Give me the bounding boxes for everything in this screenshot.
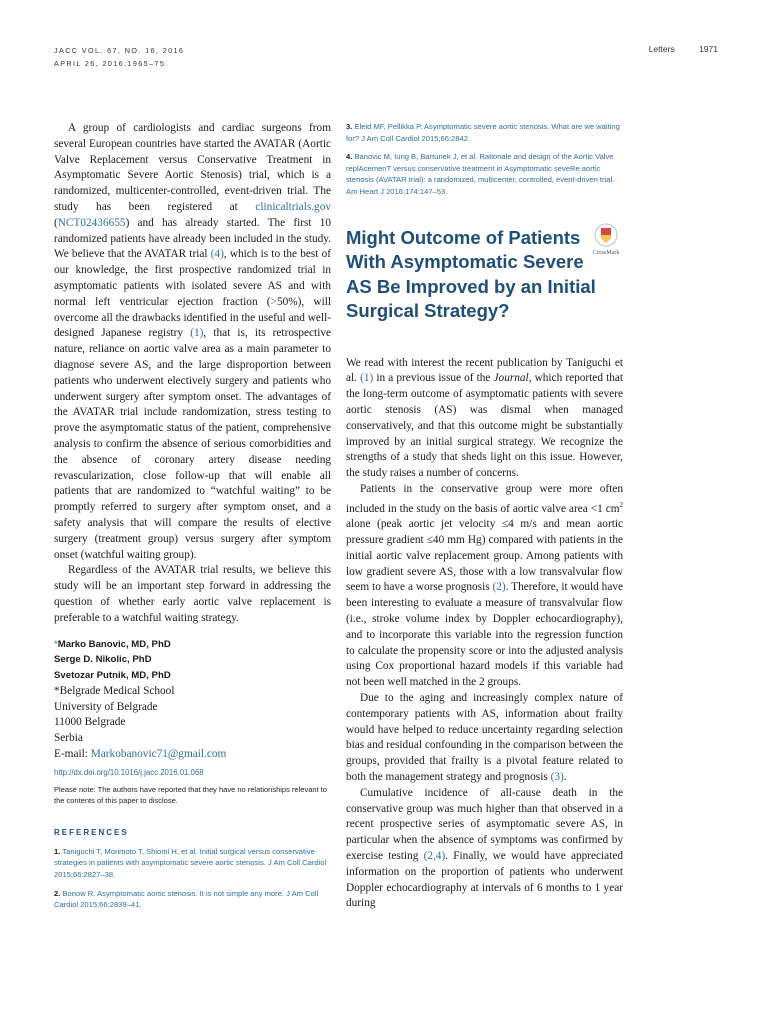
letter2-paragraph-4: Cumulative incidence of all-cause death in the conservative group was much higher than that observed in a recent prospective series of asymptomatic severe AS, in particular when the absence of symptoms was confirmed by exercise testing (2,4). Finally, we would have appreciated information on the proportion of patients who underwent Doppler echocardiography at intervals of 6 months to 1 year during xyxy=(346,786,624,910)
disclosure-note: Please note: The authors have reported that they have no relationships relevant to the contents of this paper to disclose. xyxy=(54,784,327,805)
reference-3[interactable]: 3. Eleid MF, Pellikka P. Asymptomatic severe aortic stenosis. What are we waiting for? J Am Coll Cardiol 2015;66:2842. xyxy=(346,122,620,143)
author-list xyxy=(54,637,331,684)
letter2-paragraph-1: We read with interest the recent publication by Taniguchi et al. (1) in a previous issue of the Journal, which reported that the long-term outcome of asymptomatic patients with severe aortic stenosis (AS) was dismal when managed conservatively, and that this outcome might be substantially improved by an initial surgical strategy. We recognize the strengths of a study that sheds light on this issue. However, the study raises a number of concerns. xyxy=(346,356,624,480)
references-heading: REFERENCES xyxy=(54,827,129,837)
author-1: *Marko Banovic, MD, PhD xyxy=(54,638,171,650)
clinicaltrials-link[interactable]: clinicaltrials.gov xyxy=(255,200,331,213)
citation-1[interactable]: (1) xyxy=(190,327,204,340)
letter-paragraph-1: A group of cardiologists and cardiac surgeons from several European countries have started the AVATAR (Aortic Valve Replacement versus Conservative Treatment in Asymptomatic Severe Aortic Stenosis) trial, which is a randomized, multicenter-controlled, event-driven trial. The study has been registered at clinicaltrials.gov (NCT02436655) and has already started. The first 10 randomized patients have already been included in the study. We believe that the AVATAR trial (4), which is to the best of our knowledge, the first prospective randomized trial in asymptomatic patients with isolated severe AS and with normal left ventricular ejection fraction (>50%), will overcome all the drawbacks identified in the useful and well-designed Japanese registry (1), that is, its retrospective nature, reliance on aortic valve area as a main parameter to diagnose severe AS, and the large disproportion between patients who underwent electively surgery and patients who underwent surgery after symptom onset. The advantages of the AVATAR trial include randomization, stress testing to prove the asymptomatic status of the patient, comprehensive analysis to confirm the absence of serious comorbidities and the absence of coronary artery disease needing revascularization, close follow-up that will enable all patients that are randomized to “watchful waiting” to be promptly referred to surgery after symptom onset, and a safety analysis that will compare the results of elective surgery (treatment group) versus surgery after symptom onset (watchful waiting group). xyxy=(54,122,331,561)
email-link[interactable]: Markobanovic71@gmail.com xyxy=(90,748,227,761)
citation-2[interactable]: (2) xyxy=(492,581,506,594)
page-header-right xyxy=(627,44,718,54)
section-name: Letters xyxy=(648,44,675,54)
citation-4[interactable]: (4) xyxy=(210,248,224,261)
page-number: 1971 xyxy=(699,44,718,54)
crossmark-icon[interactable] xyxy=(589,222,623,256)
letter-title: Might Outcome of Patients With Asymptomatic Severe AS Be Improved by an Initial Surgical Strategy? xyxy=(346,226,596,322)
reference-2[interactable]: 2. Bonow R. Asymptomatic aortic stenosis. It is not simple any more. J Am Coll Cardiol 2015;66:2839–41. xyxy=(54,888,319,910)
journal-date-pages: APRIL 26, 2016:1965–75 xyxy=(54,59,166,68)
citation-3[interactable]: (3) xyxy=(550,771,564,784)
citation-1[interactable]: (1) xyxy=(360,372,374,385)
email-line: E-mail: Markobanovic71@gmail.com xyxy=(54,748,227,761)
svg-text:CrossMark: CrossMark xyxy=(592,249,620,256)
letter-title-block xyxy=(346,226,623,324)
author-3: Svetozar Putnik, MD, PhD xyxy=(54,670,171,682)
affiliation: *Belgrade Medical School University of Belgrade 11000 Belgrade Serbia E-mail: Markobanovic71@gmail.com xyxy=(54,684,331,763)
letter-paragraph-2: Regardless of the AVATAR trial results, we believe this study will be an important step forward in addressing the question of whether early aortic valve replacement is preferable to a watchful waiting strategy. xyxy=(54,564,331,624)
letter2-paragraph-3: Due to the aging and increasingly complex nature of contemporary patients with AS, information about frailty would have helped to reduce uncertainty regarding selection bias and residual confounding in the comparison between the groups, provided that frailty is a pivotal feature related to both the management strategy and prognosis (3). xyxy=(346,692,623,784)
reference-1[interactable]: 1. Taniguchi T, Morimoto T, Shiomi H, et al. Initial surgical versus conservative strategies in patients with asymptomatic severe aortic stenosis. J Am Coll Cardiol 2015;66:2827–38. xyxy=(54,846,327,880)
journal-volume: JACC VOL. 67, NO. 16, 2016 xyxy=(54,46,185,55)
left-column xyxy=(54,121,331,918)
letter2-paragraph-2: Patients in the conservative group were more often included in the study on the basis of aortic valve area <1 $cm^2$ alone (peak aortic jet velocity ≤4 m/s and mean aortic pressure gradient ≤40 mm Hg) compared with patients in the initial aortic valve replacement group. Among patients with low gradient severe AS, those with a low transvalvular flow seem to have a worse prognosis (2). Therefore, it would have been interesting to evaluate a measure of transvalvular flow (i.e., stroke volume index by Doppler echocardiography), and to incorporate this variable into the regression function to calculate the propensity score or into the adjusted analysis using Cox proportional hazard models if this variable had not been well matched in the 2 groups. xyxy=(346,482,623,689)
reference-4[interactable]: 4. Banovic M, Iung B, Bartunek J, et al. Rationale and design of the Aortic Valve replAcemenT versus conservative treatment in Asymptomatic seveRe aortic stenosis (AVATAR trial): a randomized, multicenter, controlled, event-driven trial. Am Heart J 2016;174:147–53. xyxy=(346,152,615,196)
doi-link[interactable]: http://dx.doi.org/10.1016/j.jacc.2016.01.068 xyxy=(54,767,204,777)
right-column xyxy=(346,121,623,912)
author-2: Serge D. Nikolic, PhD xyxy=(54,654,152,666)
running-header xyxy=(54,44,184,70)
citation-2-4[interactable]: (2,4) xyxy=(423,850,446,863)
nct-link[interactable]: NCT02436655 xyxy=(57,216,126,229)
